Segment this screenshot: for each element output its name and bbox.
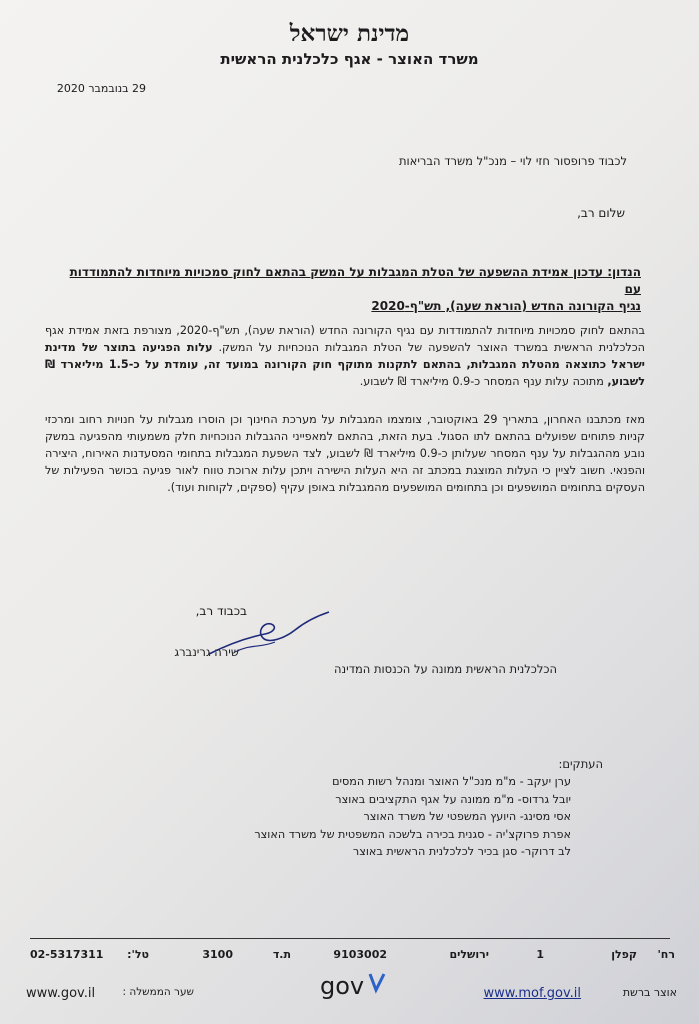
footer-street-number: 1 [536,948,544,961]
cc-item: לב דרוקר- סגן בכיר לכלכלנית הראשית באוצר [352,845,571,859]
footer-origin: אוצר ברשת [622,986,677,999]
footer-pobox: 3100 [202,948,233,961]
addressee: לכבוד פרופסור חזי לוי – מנכ"ל משרד הבריאות [398,154,627,168]
footer-city: ירושלים [449,948,489,961]
subject-line-1: הנדון: עדכון אמידת ההשפעה של הטלת המגבלות על המשק בהתאם לחוק סמכויות מיוחדות להתמודדות עם [69,265,641,296]
paragraph-1-text: בהתאם לחוק סמכויות מיוחדות להתמודדות עם נגיף הקורונה החדש (הוראת שעה), תש"ף-2020, מצורפת בזאת אמידת אגף הכלכלנית הראשית במשרד האוצר להשפעה של הטלת המגבלות הנוכחיות על המשק. [45,324,645,354]
footer-tel: 02-5317311 [30,948,104,961]
closing: בכבוד רב, [195,604,247,618]
footer-pobox-label: ת.ד [272,948,291,961]
letter-date: 29 בנובמבר 2020 [56,82,146,95]
subject [61,264,641,315]
gov-gate-label: שער הממשלה : [122,986,194,998]
subject-line-2: נגיף הקורונה החדש (הוראת שעה), תש"ף-2020 [371,299,641,313]
gov-logo-text: gov [320,972,365,1000]
ministry-title: משרד האוצר - אגף כלכלנית הראשית [220,50,479,68]
footer-divider [30,938,670,939]
signer-name: שירה גרינברג [174,645,239,659]
paragraph-1 [45,322,645,390]
cc-item: ערן יעקב - מ"מ מנכ"ל האוצר ומנהל רשות המסים [332,775,571,788]
cc-list [254,773,571,861]
cc-item: יובל גרדוס- מ"מ ממונה על אגף התקציבים באוצר [335,792,571,806]
greeting: שלום רב, [577,206,625,220]
footer-zip: 9103002 [333,948,387,961]
cc-item: אסי מסינג- היועץ המשפטי של משרד האוצר [363,810,571,824]
footer-tel-label: טל': [127,948,149,961]
footer-street-label: רח' [657,948,675,961]
paragraph-2: מאז מכתבנו האחרון, בתאריך 29 באוקטובר, צומצמו המגבלות על מערכת החינוך וכן הוסרו מגבלות על חנויות רחוב ומרכזי קניות פתוחים שפועלים בהתאם לתו הסגול. בעת הזאת, בהתאם למאפייני ההגבלות הנוכחיות חלק משמעותי מהפגיעה במשק נובע מההגבלות על ענף המסחר שעלותן כ-0.9 מיליארד ₪ לשבוע, לצד השפעת המגבלות בתחומי המסעדנות האירוח, היצירה והפנאי. חשוב לציין כי העלות המוצגת במכתב זה היא העלות הישירה ויתכן עלות ארוכת טווח לאור פגיעה בכושר הפעילות של העסקים בתחומים המושפעים וכן בתחומים המושפעים מהמגבלות באופן עקיף (ספקים, לקוחות ועוד). [45,413,646,494]
gov-link[interactable]: www.gov.il [26,986,96,1001]
cc-title: העתקים: [558,757,603,771]
signer-title: הכלכלנית הראשית ממונה על הכנסות המדינה [334,662,557,676]
paragraph-1-bold: עלות הפגיעה בתוצר של מדינת ישראל כתוצאה מהטלת המגבלות, בהתאם לתקנות מתוקף חוק הקורונה במועד זה, עומדת על כ-1.5 מיליארד ₪ לשבוע, [45,341,645,388]
footer-street: קפלן [611,948,637,961]
gov-logo [318,968,390,1004]
paragraph-1-tail: מתוכה עלות ענף המסחר כ-0.9 מיליארד ₪ לשבוע. [359,375,604,388]
cc-item: אפרת פרוקצ'יה - סגנית בכירה בלשכה המשפטית של משרד האוצר [254,827,571,841]
mof-link[interactable]: www.mof.gov.il [483,986,581,1001]
state-title: מדינת ישראל [289,20,410,47]
